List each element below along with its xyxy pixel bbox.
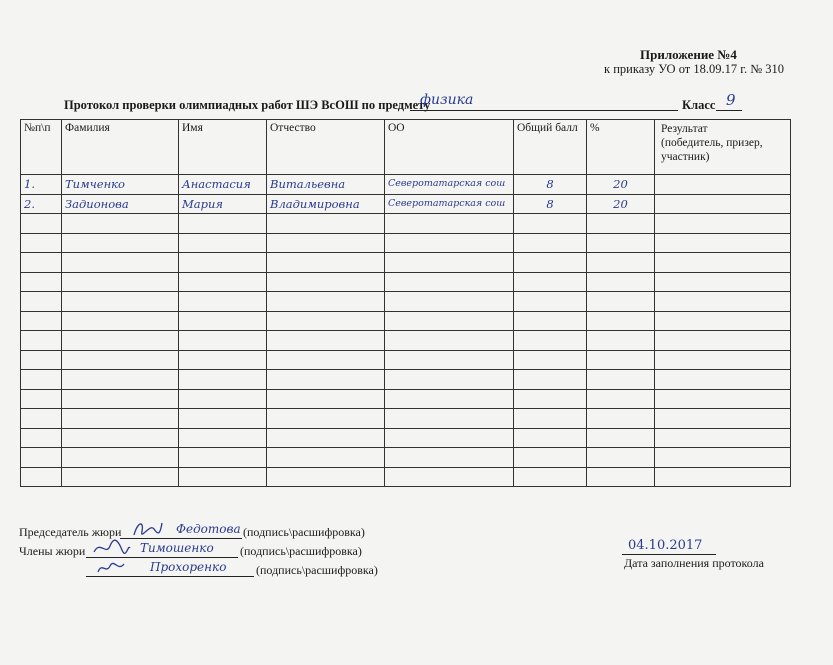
- table-row: [21, 331, 791, 351]
- table-row: [21, 350, 791, 370]
- chair-scribble: [132, 519, 164, 539]
- table-row: [21, 194, 791, 214]
- table-row: [21, 448, 791, 468]
- table-row: [21, 370, 791, 390]
- class-underline: [716, 110, 742, 111]
- col-header-result-text: Результат (победитель, призер, участник): [661, 123, 763, 163]
- results-table: [20, 119, 791, 487]
- cell-name: Анастасия: [179, 175, 267, 195]
- table-row: [21, 214, 791, 234]
- cell-patronymic: Владимировна: [267, 194, 385, 214]
- cell-surname: Тимченко: [62, 175, 179, 195]
- table-row: [21, 428, 791, 448]
- cell-result: [655, 175, 791, 195]
- member1-sign-decode: (подпись\расшифровка): [240, 544, 362, 558]
- members-label: Члены жюри: [19, 544, 86, 558]
- col-header-name: Имя: [179, 120, 267, 175]
- table-row: [21, 409, 791, 429]
- cell-percent: 20: [587, 175, 655, 195]
- cell-score: 8: [514, 175, 587, 195]
- order-reference: к приказу УО от 18.09.17 г. № 310: [604, 62, 785, 76]
- date-label: Дата заполнения протокола: [624, 556, 764, 570]
- appendix-title: Приложение №4: [640, 47, 737, 62]
- subject-underline: [410, 110, 678, 111]
- table-row: [21, 311, 791, 331]
- cell-school: Северотатарская сош: [385, 194, 514, 214]
- cell-patronymic: Витальевна: [267, 175, 385, 195]
- col-header-patronymic: Отчество: [267, 120, 385, 175]
- member3-scribble: [96, 558, 126, 578]
- cell-score: 8: [514, 194, 587, 214]
- class-label: Класс: [682, 98, 716, 112]
- chair-sign-decode: (подпись\расшифровка): [243, 525, 365, 539]
- col-header-score: Общий балл: [514, 120, 587, 175]
- table-row: [21, 233, 791, 253]
- col-header-number: №п\п: [21, 120, 62, 175]
- subject-value: физика: [420, 92, 474, 108]
- table-row: [21, 467, 791, 487]
- class-value: 9: [726, 91, 736, 109]
- cell-percent: 20: [587, 194, 655, 214]
- cell-number: 2.: [21, 194, 62, 214]
- table-row: [21, 272, 791, 292]
- col-header-percent: %: [587, 120, 655, 175]
- table-row: [21, 389, 791, 409]
- fill-date: 04.10.2017: [628, 538, 703, 553]
- cell-result: [655, 194, 791, 214]
- chair-signature: [132, 519, 164, 543]
- cell-school: Северотатарская сош: [385, 175, 514, 195]
- member1-name: Тимошенко: [140, 541, 214, 555]
- member3-name: Прохоренко: [150, 560, 227, 574]
- cell-surname: Задионова: [62, 194, 179, 214]
- col-header-school: ОО: [385, 120, 514, 175]
- protocol-title: Протокол проверки олимпиадных работ ШЭ ВсОШ по предмету: [64, 98, 431, 112]
- col-header-surname: Фамилия: [62, 120, 179, 175]
- table-row: [21, 175, 791, 195]
- table-header-row: [21, 120, 791, 175]
- col-header-result: [655, 120, 791, 175]
- chair-name: Федотова: [176, 522, 241, 536]
- table-row: [21, 253, 791, 273]
- table-row: [21, 292, 791, 312]
- cell-name: Мария: [179, 194, 267, 214]
- cell-number: 1.: [21, 175, 62, 195]
- chair-label: Председатель жюри: [19, 525, 122, 539]
- member3-signature: [96, 558, 126, 582]
- member1-scribble: [92, 538, 132, 558]
- member3-sign-decode: (подпись\расшифровка): [256, 563, 378, 577]
- date-underline: [622, 554, 716, 555]
